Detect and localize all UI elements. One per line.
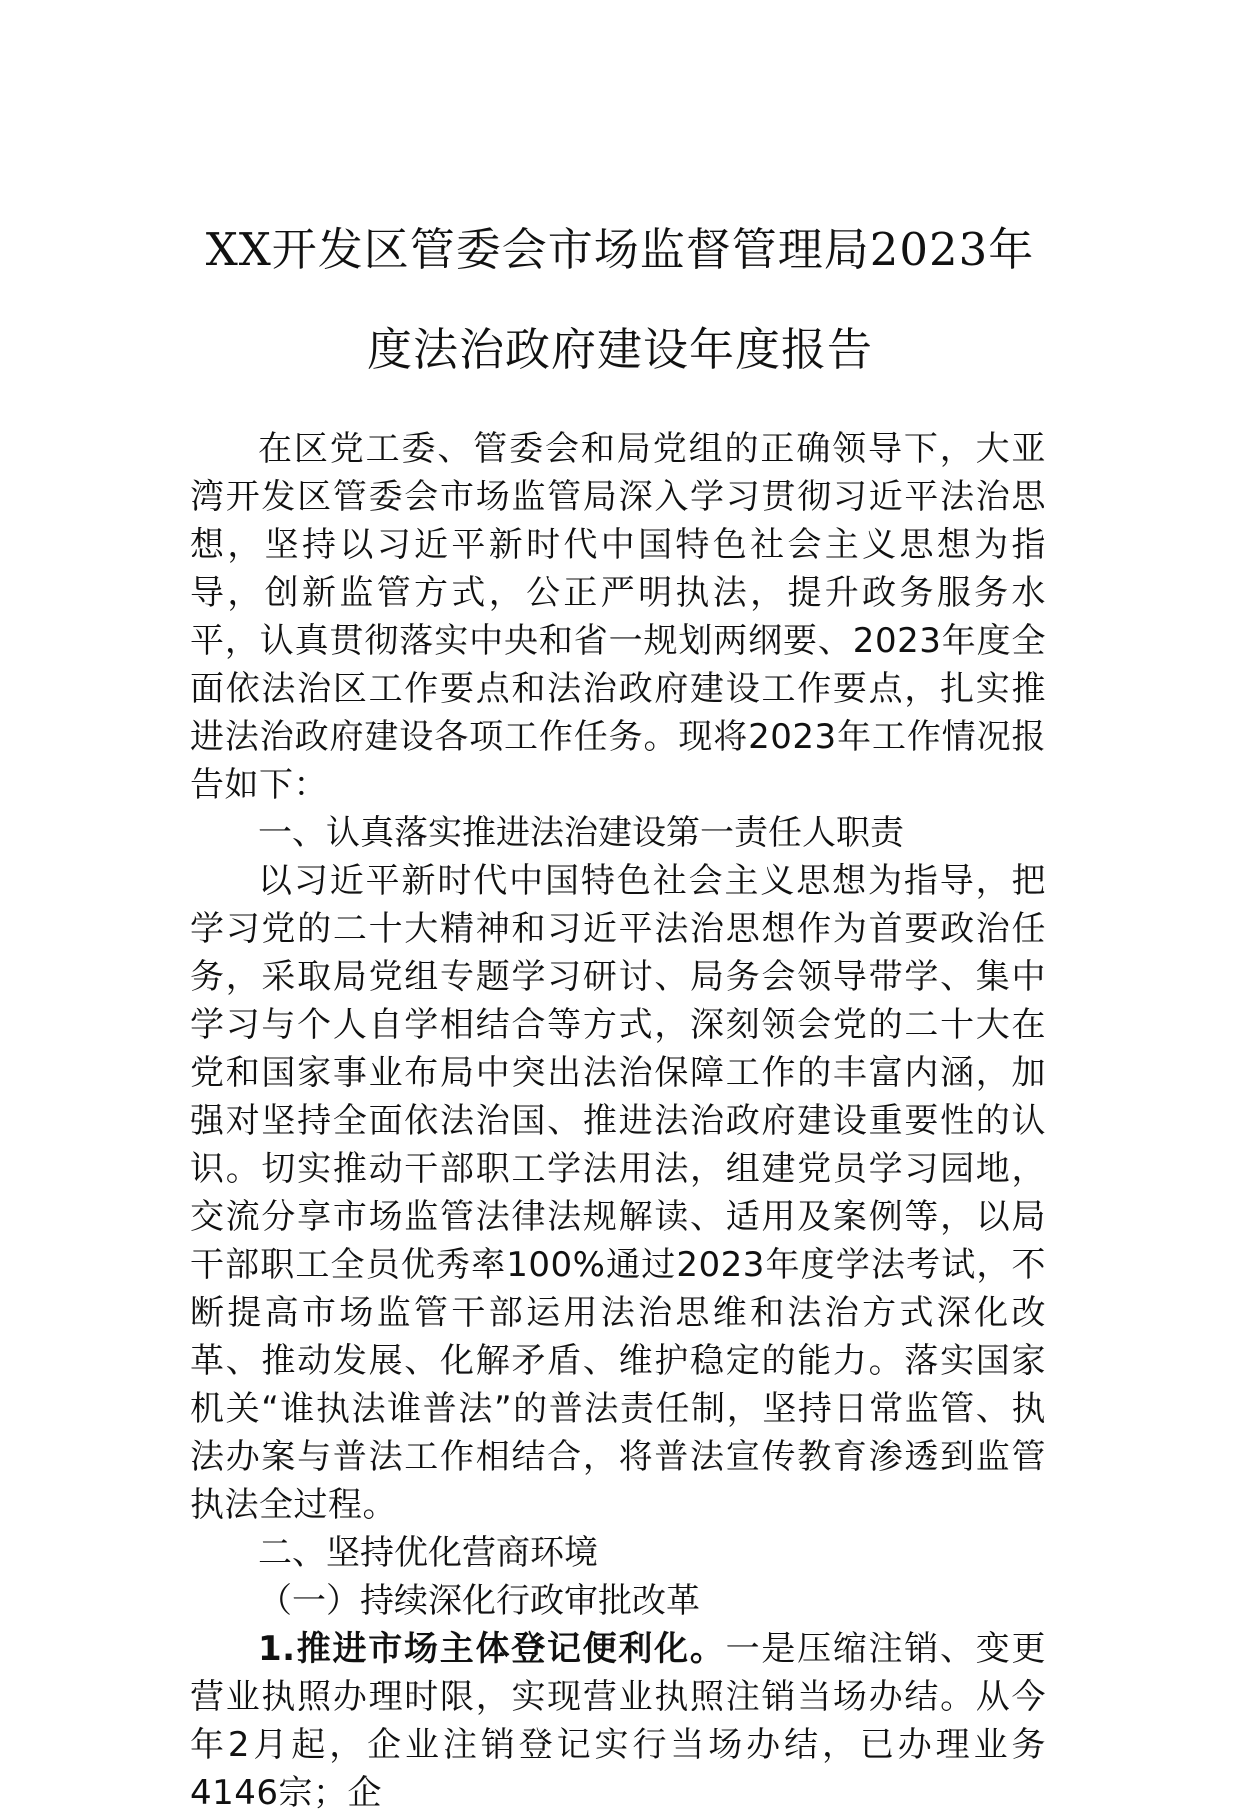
item-1-paragraph: [190, 1625, 1046, 1817]
section-1-heading: 一、认真落实推进法治建设第一责任人职责: [258, 813, 904, 853]
document-body: [190, 425, 1046, 1817]
item-1-lead: 1.推进市场主体登记便利化。: [258, 1629, 726, 1669]
title-line-2: 度法治政府建设年度报告: [366, 323, 873, 376]
title-line-1: XX开发区管委会市场监督管理局2023年: [205, 223, 1035, 276]
section-1-paragraph: 以习近平新时代中国特色社会主义思想为指导，把学习党的二十大精神和习近平法治思想作为首要政治任务，采取局党组专题学习研讨、局务会领导带学、集中学习与个人自学相结合等方式，深刻领会党的二十大在党和国家事业布局中突出法治保障工作的丰富内涵，加强对坚持全面依法治国、推进法治政府建设重要性的认识。切实推动干部职工学法用法，组建党员学习园地，交流分享市场监管法律法规解读、适用及案例等，以局干部职工全员优秀率100%通过2023年度学法考试，不断提高市场监管干部运用法治思维和法治方式深化改革、推动发展、化解矛盾、维护稳定的能力。落实国家机关“谁执法谁普法”的普法责任制，坚持日常监管、执法办案与普法工作相结合，将普法宣传教育渗透到监管执法全过程。: [190, 861, 1046, 1525]
intro-paragraph: 在区党工委、管委会和局党组的正确领导下，大亚湾开发区管委会市场监管局深入学习贯彻习近平法治思想，坚持以习近平新时代中国特色社会主义思想为指导，创新监管方式，公正严明执法，提升政务服务水平，认真贯彻落实中央和省一规划两纲要、2023年度全面依法治区工作要点和法治政府建设工作要点，扎实推进法治政府建设各项工作任务。现将2023年工作情况报告如下：: [190, 429, 1046, 805]
section-2-heading: 二、坚持优化营商环境: [258, 1533, 598, 1573]
document-title: [180, 200, 1060, 400]
item-1-text: 一是压缩注销、变更营业执照办理时限，实现营业执照注销当场办结。从今年2月起，企业注销登记实行当场办结，已办理业务4146宗；企: [190, 1629, 1046, 1813]
section-2-subheading: （一）持续深化行政审批改革: [258, 1581, 700, 1621]
